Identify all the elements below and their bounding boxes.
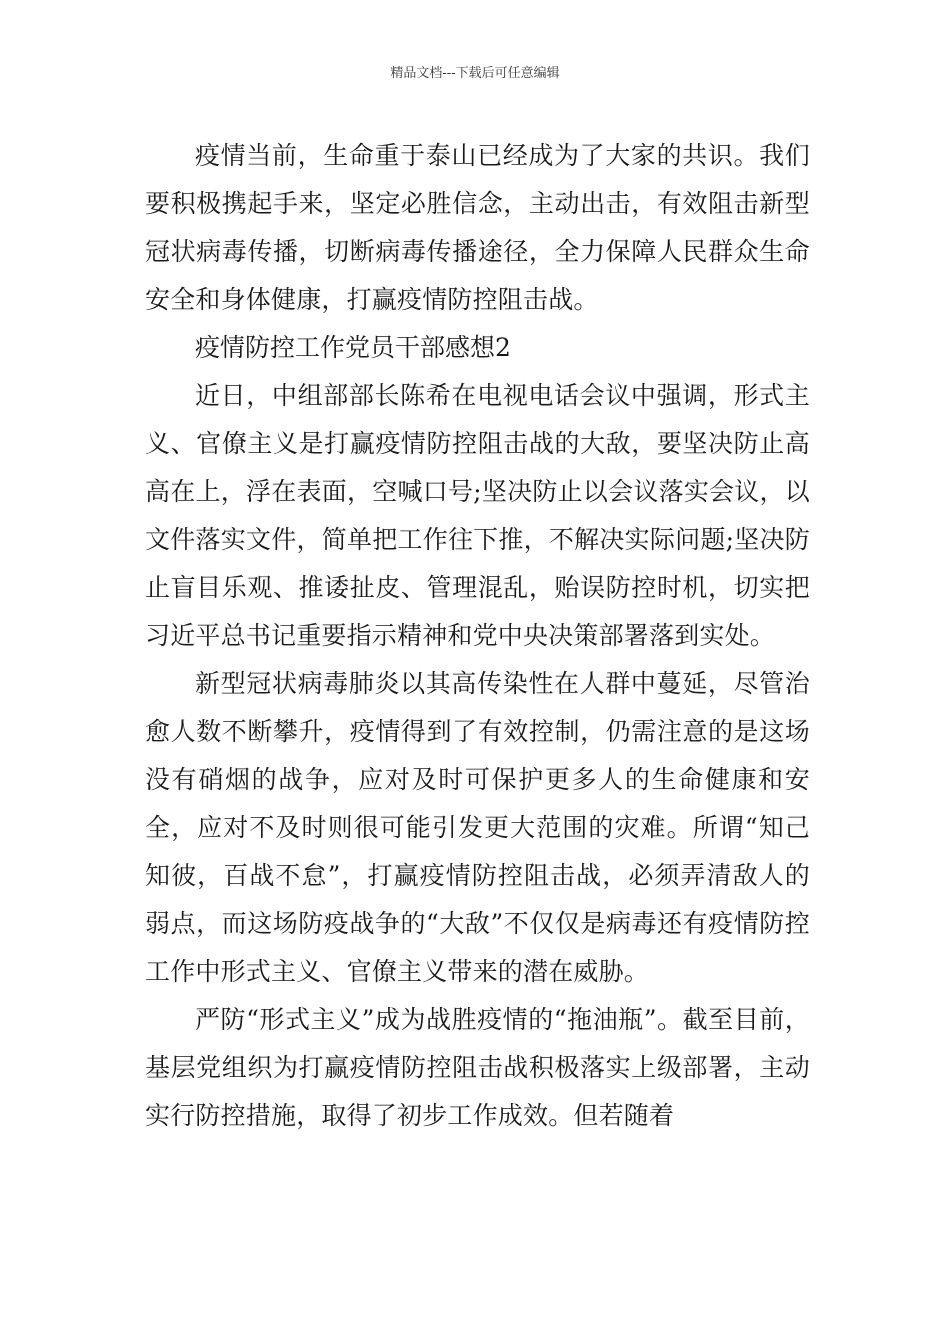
paragraph: 新型冠状病毒肺炎以其高传染性在人群中蔓延，尽管治愈人数不断攀升，疫情得到了有效控制，仍需注意的是这场没有硝烟的战争，应对及时可保护更多人的生命健康和安全，应对不及时则很可能引发更大范围的灾难。所谓“知己知彼，百战不怠”，打赢疫情防控阻击战，必须弄清敌人的弱点，而这场防疫战争的“大敌”不仅仅是病毒还有疫情防控工作中形式主义、官僚主义带来的潜在威胁。 xyxy=(145,669,810,986)
paragraph: 严防“形式主义”成为战胜疫情的“拖油瓶”。截至目前，基层党组织为打赢疫情防控阻击战积极落实上级部署，主动实行防控措施，取得了初步工作成效。但若随着 xyxy=(145,1005,810,1130)
document-body xyxy=(145,132,810,1140)
paragraph: 疫情当前，生命重于泰山已经成为了大家的共识。我们要积极携起手来，坚定必胜信念，主动出击，有效阻击新型冠状病毒传播，切断病毒传播途径，全力保障人民群众生命安全和身体健康，打赢疫情防控阻击战。 xyxy=(145,141,810,314)
section-title: 疫情防控工作党员干部感想2 xyxy=(195,333,511,362)
page-header: 精品文档---下载后可任意编辑 xyxy=(390,66,560,81)
paragraph: 近日，中组部部长陈希在电视电话会议中强调，形式主义、官僚主义是打赢疫情防控阻击战的大敌，要坚决防止高高在上，浮在表面，空喊口号;坚决防止以会议落实会议，以文件落实文件，简单把工作往下推，不解决实际问题;坚决防止盲目乐观、推诿扯皮、管理混乱，贻误防控时机，切实把习近平总书记重要指示精神和党中央决策部署落到实处。 xyxy=(145,381,810,650)
